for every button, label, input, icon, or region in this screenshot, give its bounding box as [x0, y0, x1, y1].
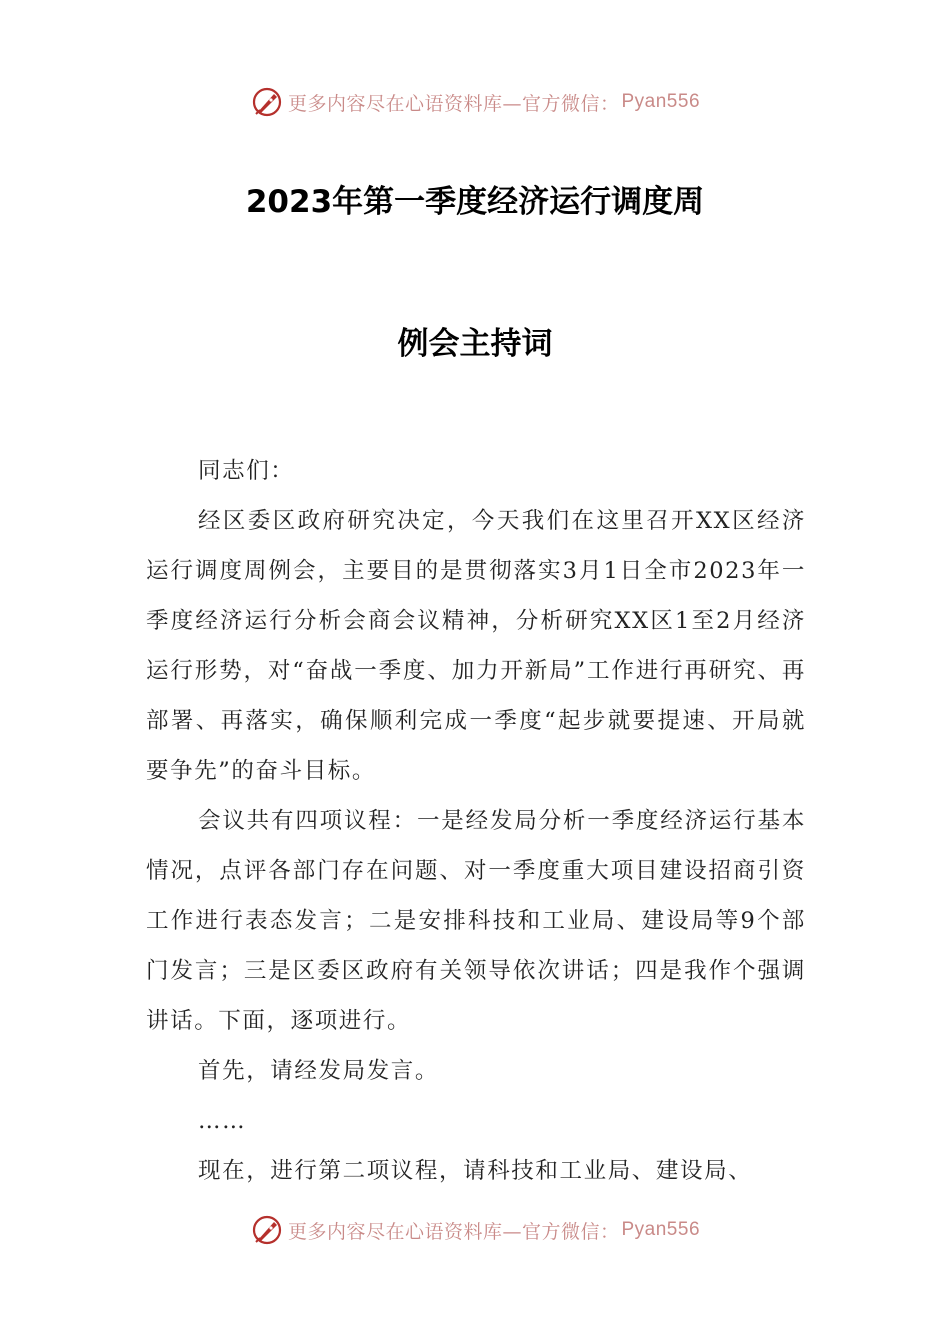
- banner-text: 更多内容尽在心语资料库—官方微信：: [287, 92, 620, 115]
- document-title-line-1: 2023年第一季度经济运行调度周: [245, 184, 705, 220]
- quill-pen-icon: [250, 1213, 284, 1247]
- paragraph-2: 会议共有四项议程：一是经发局分析一季度经济运行基本情况，点评各部门存在问题、对一季度重大项目建设招商引资工作进行表态发言；二是安排科技和工业局、建设局等9个部门发言；三是区委区政府有关领导依次讲话；四是我作个强调讲话。下面，逐项进行。: [146, 808, 806, 1034]
- footer-watermark-banner: [0, 1210, 950, 1250]
- ellipsis: ……: [198, 1108, 247, 1134]
- banner-wechat-id: Pyan556: [621, 91, 701, 112]
- header-watermark-banner: [0, 82, 950, 122]
- banner-text: 更多内容尽在心语资料库—官方微信：: [287, 1220, 620, 1243]
- paragraph-1: 经区委区政府研究决定，今天我们在这里召开XX区经济运行调度周例会，主要目的是贯彻落实3月1日全市2023年一季度经济运行分析会商会议精神，分析研究XX区1至2月经济运行形势，对“奋战一季度、加力开新局”工作进行再研究、再部署、再落实，确保顺利完成一季度“起步就要提速、开局就要争先”的奋斗目标。: [146, 508, 806, 784]
- document-title-line-2: 例会主持词: [397, 326, 553, 362]
- quill-pen-icon: [250, 85, 284, 119]
- paragraph-4: 现在，进行第二项议程，请科技和工业局、建设局、: [198, 1158, 753, 1184]
- paragraph-3: 首先，请经发局发言。: [198, 1058, 440, 1084]
- document-body: [146, 446, 806, 1196]
- banner-wechat-id: Pyan556: [621, 1219, 701, 1240]
- greeting: 同志们：: [198, 458, 295, 484]
